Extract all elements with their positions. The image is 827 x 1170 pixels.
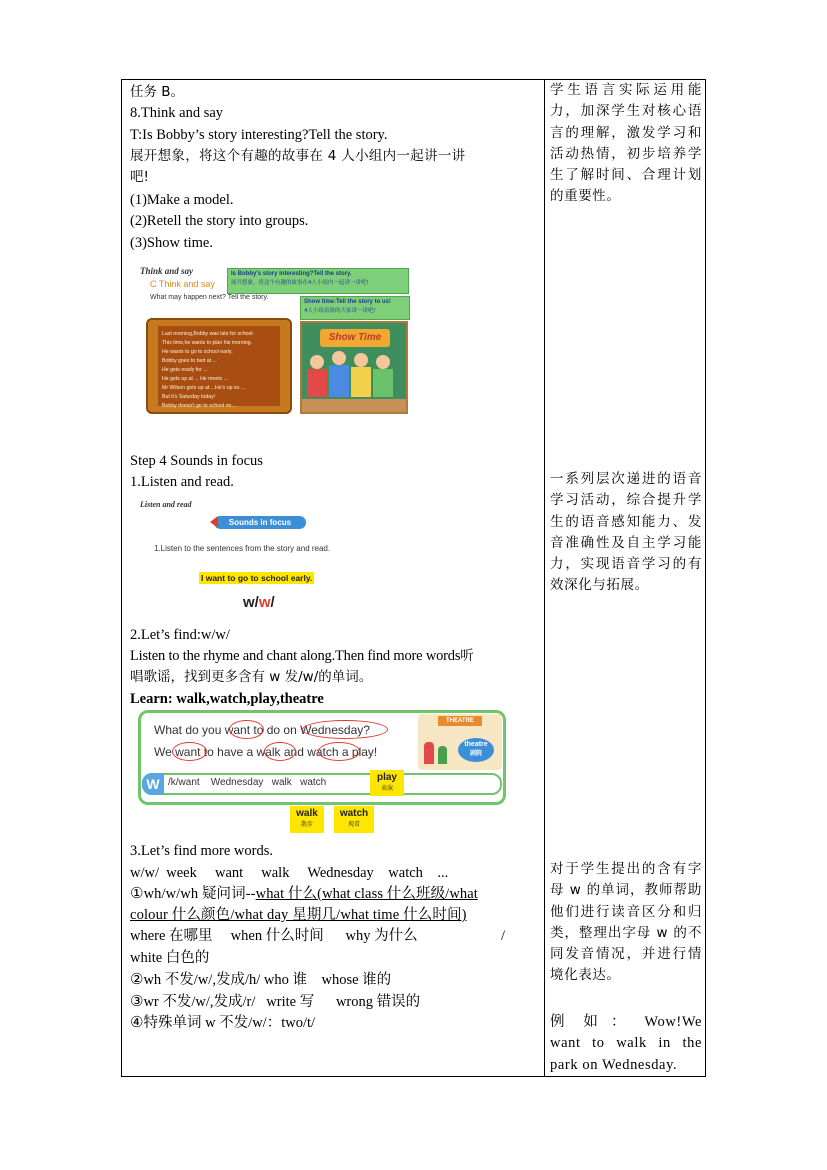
step-make-model: (1)Make a model.: [130, 192, 234, 208]
show-time-cn: 4人小组表演的大家讲一讲吧!: [304, 308, 376, 314]
circle-want: [229, 720, 264, 739]
lets-find-heading: 2.Let’s find:w/w/: [130, 627, 230, 643]
child-body: [373, 369, 393, 397]
think-heading: 8.Think and say: [130, 105, 224, 121]
rule-1-line-4: white 白色的: [130, 950, 210, 966]
prompt-title: Is Bobby's story interesting?Tell the story.: [231, 271, 352, 277]
rhyme-instruction: Listen to the rhyme and chant along.Then find more words听: [130, 648, 474, 664]
theatre-picture: [418, 714, 502, 770]
task-b-text: 任务 B。: [130, 84, 185, 100]
rhyme-line-1: What do you want to do on Wednesday?: [154, 723, 370, 737]
person-figure: [424, 742, 434, 764]
child-head: [354, 353, 368, 367]
child-head: [376, 355, 390, 369]
step-retell: (2)Retell the story into groups.: [130, 213, 309, 229]
listen-instruction: 1.Listen to the sentences from the story and read.: [154, 544, 331, 553]
rule-3: ③wr 不发/w/,发成/r/ write 写 wrong 错误的: [130, 992, 421, 1010]
w-letter-tile: W: [142, 773, 164, 795]
rule-1-line-3: where 在哪里 when 什么时间 why 为什么 /: [130, 928, 505, 944]
note-example: 例 如 ： Wow!We want to walk in the park on Wednesday.: [550, 1014, 707, 1073]
column-divider: [544, 80, 545, 1076]
note-language-use: 学生语言实际运用能力，加深学生对核心语言的理解，激发学习和活动热情，初步培养学生了解时间、合理计划的重要性。: [550, 82, 702, 205]
show-time-title: Show time:Tell the story to us!: [304, 299, 391, 305]
think-and-say-figure: [140, 266, 410, 414]
word-list: w/w/ week want walk Wednesday watch ...: [130, 865, 449, 881]
c-label: C Think and say: [150, 279, 215, 289]
listen-read-heading: 1.Listen and read.: [130, 474, 234, 490]
person-figure: [438, 746, 447, 764]
rhyme-instruction-cn: 唱歌谣，找到更多含有 w 发/w/的单词。: [130, 669, 373, 685]
watch-tag: watch 观看: [334, 806, 374, 833]
rule-4: ④特殊单词 w 不发/w/：two/t/: [130, 1013, 316, 1031]
child-head: [332, 351, 346, 365]
circle-watch: [318, 742, 360, 761]
figure-question: What may happen next? Tell the story.: [150, 294, 269, 301]
circle-wednesday: [302, 720, 388, 739]
scroll-text: Last morning,Bobby was late for school. This time,he wants to plan his morning. He wants to go to school early. Bobby goes to bed at ... He gets ready for ... He gets up at ... He meets ... Mr Wilson gets up at ...He's up so ... But it's Saturday today! Bobby doesn't go to school on...: [162, 331, 254, 409]
rhyme-line-2: We want to have a walk and watch a play!: [154, 745, 378, 759]
step-show-time: (3)Show time.: [130, 235, 213, 251]
rule-1-line-1: ①wh/w/wh 疑问词--what 什么(what class 什么班级/what: [130, 884, 478, 902]
rule-2: ②wh 不发/w/,发成/h/ who 谁 whose 谁的: [130, 970, 392, 988]
instruction-cn-1: 展开想象，将这个有趣的故事在 4 人小组内一起讲一讲: [130, 148, 466, 164]
word-bar-text: /k/want Wednesday walk watch: [168, 777, 327, 788]
sounds-banner: Sounds in focus: [214, 516, 306, 529]
rule-1-line-2: colour 什么颜色/what day 星期几/what time 什么时间): [130, 907, 467, 923]
story-prompt-box: [227, 268, 409, 294]
stage-floor: [302, 399, 406, 412]
show-time-picture: [300, 321, 408, 414]
note-phonics-activities: 一系列层次递进的语音学习活动，综合提升学生的语音感知能力、发音准确性及自主学习能力，实现语音学习的有效深化与拓展。: [550, 471, 702, 594]
child-body: [307, 369, 327, 397]
prompt-cn: 展开想象，将这个有趣的故事在4人小组内一起讲一讲吧!: [231, 280, 369, 286]
step-4-heading: Step 4 Sounds in focus: [130, 453, 263, 469]
show-time-sign: Show Time: [320, 329, 390, 347]
speaker-icon: [210, 516, 218, 528]
sounds-in-focus-figure: [140, 496, 355, 618]
rhyme-figure: [138, 710, 506, 835]
theatre-bubble: theatre 剧院: [458, 738, 494, 762]
walk-tag: walk 散步: [290, 806, 324, 833]
note-letter-w: 对于学生提出的含有字母 w 的单词，教师帮助他们进行读音区分和归类，整理出字母 w 的不同发音情况，并进行情境化表达。: [550, 861, 702, 984]
theatre-sign: THEATRE: [438, 716, 482, 726]
instruction-cn-2: 吧!: [130, 169, 149, 185]
show-time-box: [300, 296, 410, 320]
teacher-question: T:Is Bobby’s story interesting?Tell the story.: [130, 127, 388, 143]
learn-words: Learn: walk,watch,play,theatre: [130, 691, 324, 707]
example-sentence: I want to go to school early.: [201, 573, 313, 583]
phoneme-label: w/w/: [243, 594, 275, 611]
play-tag: play 表演: [370, 770, 404, 796]
more-words-heading: 3.Let’s find more words.: [130, 843, 273, 859]
story-scroll-image: [146, 318, 292, 414]
circle-want-2: [172, 742, 207, 761]
circle-walk: [264, 742, 296, 761]
child-head: [310, 355, 324, 369]
lesson-table: [121, 79, 706, 1077]
listen-label: Listen and read: [140, 500, 192, 509]
child-body: [351, 367, 371, 397]
think-label: Think and say: [140, 266, 194, 276]
child-body: [329, 365, 349, 397]
